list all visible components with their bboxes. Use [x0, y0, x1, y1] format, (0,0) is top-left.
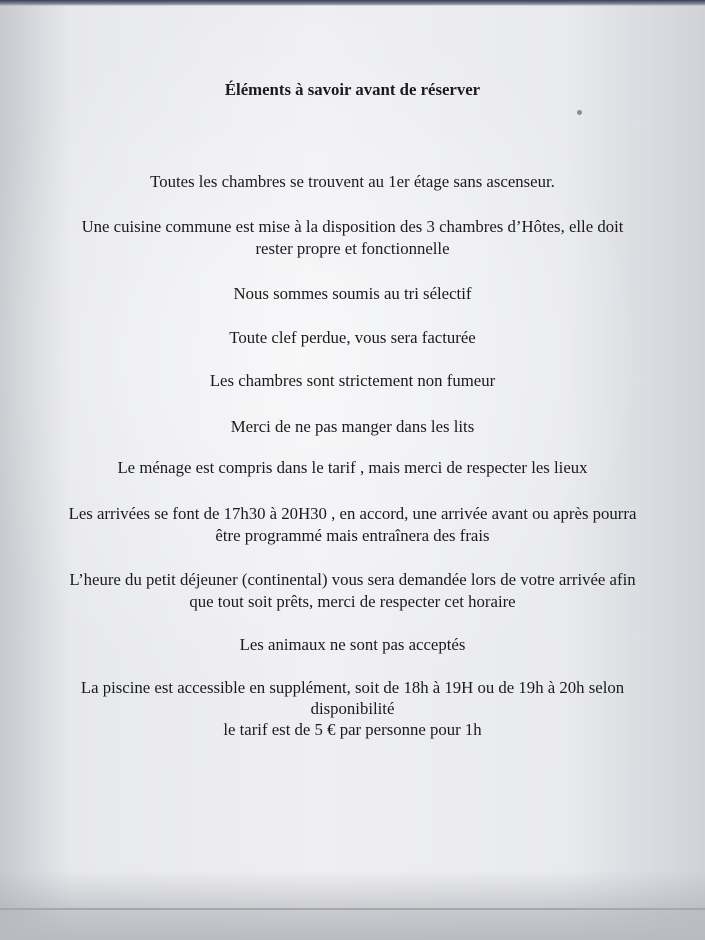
screen-bottom-edge [0, 908, 705, 910]
rule-line-2: Une cuisine commune est mise à la disposition des 3 chambres d’Hôtes, elle doit [81, 217, 624, 236]
rule-line-6: Merci de ne pas manger dans les lits [230, 417, 475, 436]
rule-line-8b: être programmé mais entraînera des frais [215, 526, 490, 545]
rule-line-9b: que tout soit prêts, merci de respecter cet horaire [189, 592, 516, 611]
rule-line-7: Le ménage est compris dans le tarif , mais merci de respecter les lieux [117, 458, 588, 477]
rule-line-9: L’heure du petit déjeuner (continental) vous sera demandée lors de votre arrivée afin [69, 570, 636, 589]
rule-line-11: La piscine est accessible en supplément, soit de 18h à 19H ou de 19h à 20h selon [80, 678, 625, 697]
rule-line-1: Toutes les chambres se trouvent au 1er étage sans ascenseur. [150, 172, 555, 191]
rule-line-3: Nous sommes soumis au tri sélectif [233, 284, 472, 303]
rule-line-5: Les chambres sont strictement non fumeur [209, 371, 496, 390]
rule-line-4: Toute clef perdue, vous sera facturée [229, 328, 476, 347]
rule-line-8: Les arrivées se font de 17h30 à 20H30 , en accord, une arrivée avant ou après pourra [68, 504, 637, 523]
bottom-shadow [0, 870, 705, 940]
screen-speck [577, 110, 582, 115]
page-top-edge [0, 0, 705, 6]
rule-line-11b: disponibilité [310, 699, 395, 718]
rule-line-2b: rester propre et fonctionnelle [255, 239, 450, 258]
rule-line-11c: le tarif est de 5 € par personne pour 1h [223, 720, 482, 739]
notice-title: Éléments à savoir avant de réserver [224, 80, 481, 99]
rule-line-10: Les animaux ne sont pas acceptés [239, 635, 466, 654]
